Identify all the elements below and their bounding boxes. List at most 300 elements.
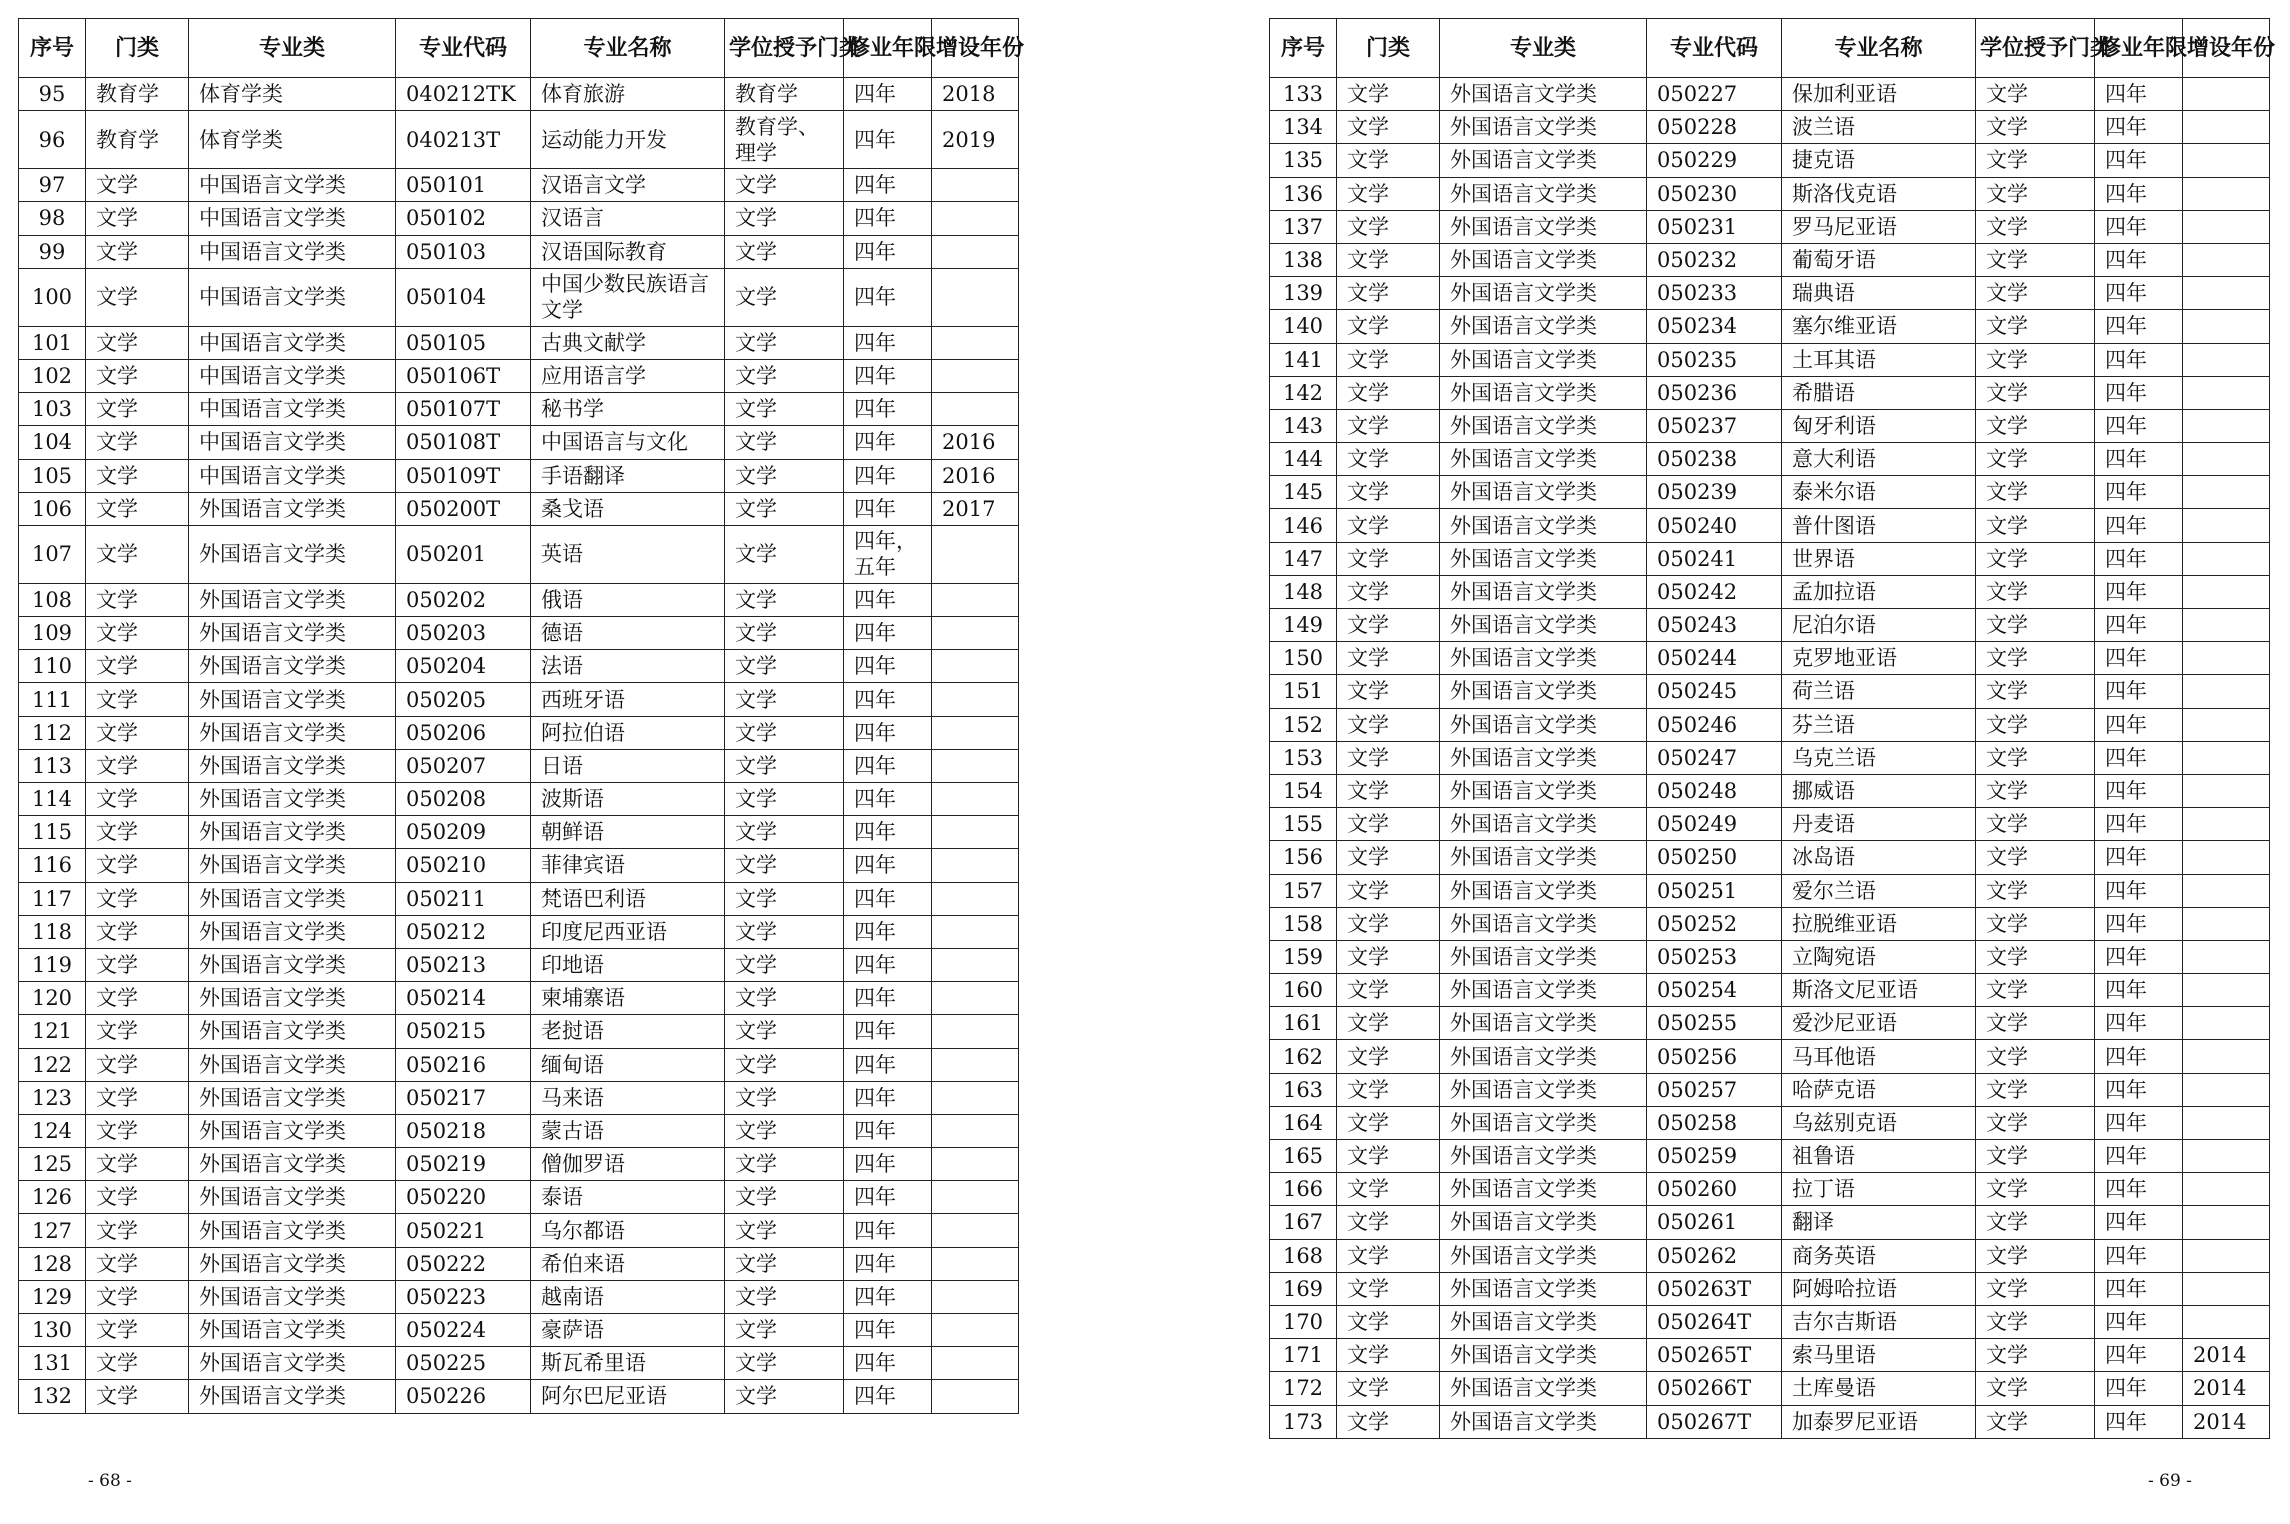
- cell-category: 文学: [86, 492, 189, 525]
- cell-added: [2183, 1106, 2270, 1139]
- cell-code: 050235: [1647, 343, 1782, 376]
- cell-category: 文学: [1337, 111, 1440, 144]
- cell-code: 050228: [1647, 111, 1782, 144]
- cell-class: 外国语言文学类: [1440, 1405, 1647, 1438]
- cell-seq: 140: [1270, 310, 1337, 343]
- cell-code: 050222: [396, 1247, 531, 1280]
- cell-code: 050205: [396, 683, 531, 716]
- cell-category: 文学: [1337, 1206, 1440, 1239]
- table-row: [1270, 841, 2270, 874]
- cell-added: [932, 948, 1019, 981]
- cell-years: 四年: [844, 393, 932, 426]
- cell-degree: 文学: [725, 459, 844, 492]
- cell-code: 050233: [1647, 277, 1782, 310]
- cell-seq: 161: [1270, 1007, 1337, 1040]
- cell-category: 文学: [1337, 1007, 1440, 1040]
- cell-seq: 144: [1270, 443, 1337, 476]
- cell-seq: 152: [1270, 708, 1337, 741]
- cell-category: 文学: [1337, 1073, 1440, 1106]
- cell-name: 波斯语: [531, 783, 725, 816]
- cell-years: 四年: [844, 1048, 932, 1081]
- cell-seq: 142: [1270, 376, 1337, 409]
- cell-added: [932, 235, 1019, 268]
- cell-years: 四年: [2095, 1339, 2183, 1372]
- cell-years: 四年: [844, 1015, 932, 1048]
- cell-code: 050257: [1647, 1073, 1782, 1106]
- cell-added: [932, 683, 1019, 716]
- cell-category: 文学: [86, 393, 189, 426]
- cell-category: 文学: [86, 749, 189, 782]
- cell-years: 四年: [2095, 874, 2183, 907]
- cell-years: 四年: [844, 1214, 932, 1247]
- table-row: [19, 326, 1019, 359]
- cell-added: [932, 1314, 1019, 1347]
- cell-years: 四年: [2095, 609, 2183, 642]
- cell-class: 外国语言文学类: [189, 1114, 396, 1147]
- cell-added: [932, 882, 1019, 915]
- cell-name: 捷克语: [1782, 144, 1976, 177]
- cell-years: 四年: [2095, 509, 2183, 542]
- cell-added: [2183, 1272, 2270, 1305]
- cell-name: 芬兰语: [1782, 708, 1976, 741]
- cell-category: 文学: [86, 1314, 189, 1347]
- cell-class: 外国语言文学类: [1440, 609, 1647, 642]
- cell-category: 文学: [86, 617, 189, 650]
- cell-category: 文学: [1337, 177, 1440, 210]
- cell-seq: 96: [19, 111, 86, 169]
- table-row: [19, 459, 1019, 492]
- cell-added: [932, 650, 1019, 683]
- cell-years: 四年: [844, 169, 932, 202]
- cell-class: 外国语言文学类: [1440, 111, 1647, 144]
- cell-added: [2183, 1007, 2270, 1040]
- cell-class: 外国语言文学类: [189, 1347, 396, 1380]
- cell-years: 四年: [2095, 940, 2183, 973]
- cell-added: [932, 1280, 1019, 1313]
- cell-category: 文学: [1337, 1372, 1440, 1405]
- cell-class: 外国语言文学类: [1440, 675, 1647, 708]
- cell-category: 文学: [1337, 1140, 1440, 1173]
- cell-years: 四年: [2095, 575, 2183, 608]
- cell-code: 050208: [396, 783, 531, 816]
- table-row: [1270, 675, 2270, 708]
- cell-code: 050238: [1647, 443, 1782, 476]
- cell-degree: 文学: [1976, 1405, 2095, 1438]
- cell-seq: 138: [1270, 243, 1337, 276]
- cell-years: 四年: [2095, 675, 2183, 708]
- table-row: [19, 650, 1019, 683]
- cell-seq: 122: [19, 1048, 86, 1081]
- table-row: [19, 583, 1019, 616]
- cell-name: 印度尼西亚语: [531, 915, 725, 948]
- cell-degree: 文学: [1976, 940, 2095, 973]
- cell-added: [2183, 210, 2270, 243]
- table-row: [1270, 1239, 2270, 1272]
- table-row: [1270, 774, 2270, 807]
- cell-added: [2183, 111, 2270, 144]
- cell-code: 050252: [1647, 907, 1782, 940]
- cell-degree: 文学: [725, 525, 844, 583]
- cell-name: 马来语: [531, 1081, 725, 1114]
- cell-name: 斯瓦希里语: [531, 1347, 725, 1380]
- cell-added: [2183, 1206, 2270, 1239]
- cell-code: 050253: [1647, 940, 1782, 973]
- table-row: [19, 426, 1019, 459]
- cell-code: 050217: [396, 1081, 531, 1114]
- cell-added: [932, 716, 1019, 749]
- cell-code: 050264T: [1647, 1305, 1782, 1338]
- cell-added: [932, 982, 1019, 1015]
- cell-name: 拉丁语: [1782, 1173, 1976, 1206]
- cell-seq: 168: [1270, 1239, 1337, 1272]
- cell-category: 文学: [1337, 841, 1440, 874]
- cell-degree: 文学: [725, 650, 844, 683]
- table-row: [1270, 177, 2270, 210]
- cell-category: 文学: [1337, 1239, 1440, 1272]
- cell-degree: 文学: [1976, 1106, 2095, 1139]
- cell-degree: 文学: [1976, 1372, 2095, 1405]
- cell-degree: 文学: [1976, 1040, 2095, 1073]
- cell-degree: 文学: [725, 426, 844, 459]
- cell-class: 体育学类: [189, 111, 396, 169]
- cell-years: 四年: [2095, 741, 2183, 774]
- cell-name: 普什图语: [1782, 509, 1976, 542]
- cell-name: 吉尔吉斯语: [1782, 1305, 1976, 1338]
- cell-degree: 文学: [725, 169, 844, 202]
- table-body-left: [19, 78, 1019, 1414]
- cell-added: 2016: [932, 426, 1019, 459]
- table-row: [19, 816, 1019, 849]
- table-row: [1270, 1206, 2270, 1239]
- table-row: [1270, 1040, 2270, 1073]
- table-row: [1270, 310, 2270, 343]
- cell-code: 050223: [396, 1280, 531, 1313]
- cell-class: 外国语言文学类: [1440, 974, 1647, 1007]
- cell-name: 阿姆哈拉语: [1782, 1272, 1976, 1305]
- cell-years: 四年，五年: [844, 525, 932, 583]
- cell-category: 文学: [86, 1181, 189, 1214]
- table-row: [1270, 111, 2270, 144]
- cell-code: 050225: [396, 1347, 531, 1380]
- cell-class: 外国语言文学类: [189, 617, 396, 650]
- cell-name: 索马里语: [1782, 1339, 1976, 1372]
- cell-class: 中国语言文学类: [189, 426, 396, 459]
- cell-added: [932, 1181, 1019, 1214]
- cell-class: 外国语言文学类: [189, 1280, 396, 1313]
- cell-degree: 文学: [1976, 575, 2095, 608]
- cell-name: 朝鲜语: [531, 816, 725, 849]
- table-row: [1270, 575, 2270, 608]
- cell-added: [2183, 177, 2270, 210]
- cell-category: 文学: [86, 1048, 189, 1081]
- cell-class: 外国语言文学类: [189, 849, 396, 882]
- cell-category: 文学: [1337, 1272, 1440, 1305]
- cell-degree: 文学: [1976, 542, 2095, 575]
- cell-added: [2183, 642, 2270, 675]
- table-row: [19, 1081, 1019, 1114]
- cell-years: 四年: [844, 716, 932, 749]
- table-row: [19, 525, 1019, 583]
- cell-years: 四年: [844, 948, 932, 981]
- cell-class: 中国语言文学类: [189, 169, 396, 202]
- table-row: [1270, 509, 2270, 542]
- cell-seq: 99: [19, 235, 86, 268]
- cell-code: 050258: [1647, 1106, 1782, 1139]
- cell-code: 050105: [396, 326, 531, 359]
- cell-years: 四年: [844, 683, 932, 716]
- cell-years: 四年: [844, 1314, 932, 1347]
- cell-added: [2183, 808, 2270, 841]
- cell-seq: 105: [19, 459, 86, 492]
- cell-added: [932, 1081, 1019, 1114]
- cell-degree: 文学: [725, 583, 844, 616]
- cell-years: 四年: [844, 326, 932, 359]
- cell-name: 应用语言学: [531, 359, 725, 392]
- cell-category: 文学: [1337, 708, 1440, 741]
- cell-code: 050263T: [1647, 1272, 1782, 1305]
- col-header-degree: 学位授予门类: [725, 19, 844, 78]
- cell-added: 2016: [932, 459, 1019, 492]
- cell-code: 050244: [1647, 642, 1782, 675]
- cell-years: 四年: [2095, 1073, 2183, 1106]
- table-row: [19, 1148, 1019, 1181]
- cell-code: 050224: [396, 1314, 531, 1347]
- cell-added: [2183, 609, 2270, 642]
- cell-category: 文学: [86, 783, 189, 816]
- cell-added: [932, 1380, 1019, 1413]
- cell-category: 文学: [86, 1247, 189, 1280]
- cell-added: [932, 617, 1019, 650]
- cell-years: 四年: [844, 1347, 932, 1380]
- cell-category: 文学: [86, 982, 189, 1015]
- cell-code: 050260: [1647, 1173, 1782, 1206]
- cell-years: 四年: [844, 202, 932, 235]
- cell-degree: 文学: [725, 1380, 844, 1413]
- cell-years: 四年: [844, 1380, 932, 1413]
- cell-category: 文学: [1337, 774, 1440, 807]
- cell-class: 外国语言文学类: [1440, 343, 1647, 376]
- cell-seq: 116: [19, 849, 86, 882]
- cell-name: 孟加拉语: [1782, 575, 1976, 608]
- cell-category: 文学: [86, 1148, 189, 1181]
- cell-name: 梵语巴利语: [531, 882, 725, 915]
- cell-code: 050210: [396, 849, 531, 882]
- cell-added: [2183, 841, 2270, 874]
- table-row: [19, 268, 1019, 326]
- cell-code: 050106T: [396, 359, 531, 392]
- cell-name: 古典文献学: [531, 326, 725, 359]
- table-row: [19, 393, 1019, 426]
- cell-class: 外国语言文学类: [189, 1081, 396, 1114]
- cell-class: 外国语言文学类: [1440, 841, 1647, 874]
- cell-code: 050221: [396, 1214, 531, 1247]
- page-number-right: - 69 -: [2148, 1471, 2192, 1491]
- cell-category: 文学: [86, 235, 189, 268]
- cell-seq: 139: [1270, 277, 1337, 310]
- table-row: [19, 235, 1019, 268]
- cell-class: 中国语言文学类: [189, 235, 396, 268]
- cell-degree: 文学: [1976, 144, 2095, 177]
- major-table-right: [1269, 18, 2276, 1439]
- cell-code: 050109T: [396, 459, 531, 492]
- cell-name: 秘书学: [531, 393, 725, 426]
- cell-class: 外国语言文学类: [189, 492, 396, 525]
- cell-category: 文学: [86, 716, 189, 749]
- cell-name: 中国语言与文化: [531, 426, 725, 459]
- cell-code: 050261: [1647, 1206, 1782, 1239]
- cell-degree: 文学: [725, 393, 844, 426]
- cell-code: 050204: [396, 650, 531, 683]
- cell-degree: 文学: [1976, 310, 2095, 343]
- cell-seq: 101: [19, 326, 86, 359]
- cell-class: 外国语言文学类: [1440, 1339, 1647, 1372]
- cell-category: 文学: [1337, 1106, 1440, 1139]
- cell-seq: 145: [1270, 476, 1337, 509]
- cell-degree: 文学: [725, 783, 844, 816]
- cell-added: [2183, 708, 2270, 741]
- cell-class: 外国语言文学类: [1440, 509, 1647, 542]
- cell-class: 外国语言文学类: [1440, 542, 1647, 575]
- cell-years: 四年: [2095, 1206, 2183, 1239]
- cell-seq: 125: [19, 1148, 86, 1181]
- cell-seq: 135: [1270, 144, 1337, 177]
- cell-seq: 160: [1270, 974, 1337, 1007]
- cell-code: 050200T: [396, 492, 531, 525]
- cell-degree: 教育学、理学: [725, 111, 844, 169]
- cell-class: 外国语言文学类: [189, 1148, 396, 1181]
- cell-code: 050241: [1647, 542, 1782, 575]
- cell-name: 世界语: [1782, 542, 1976, 575]
- cell-degree: 文学: [1976, 708, 2095, 741]
- cell-code: 050231: [1647, 210, 1782, 243]
- table-row: [1270, 1339, 2270, 1372]
- cell-years: 四年: [2095, 78, 2183, 111]
- cell-degree: 文学: [1976, 808, 2095, 841]
- left-page: [18, 18, 1025, 1414]
- col-header-category: 门类: [86, 19, 189, 78]
- cell-added: [932, 1214, 1019, 1247]
- col-header-seq: 序号: [1270, 19, 1337, 78]
- cell-seq: 110: [19, 650, 86, 683]
- cell-category: 文学: [86, 326, 189, 359]
- cell-category: 文学: [1337, 642, 1440, 675]
- cell-code: 050101: [396, 169, 531, 202]
- cell-seq: 124: [19, 1114, 86, 1147]
- cell-name: 瑞典语: [1782, 277, 1976, 310]
- cell-years: 四年: [844, 1247, 932, 1280]
- cell-degree: 文学: [725, 1081, 844, 1114]
- cell-years: 四年: [2095, 1272, 2183, 1305]
- cell-class: 外国语言文学类: [1440, 177, 1647, 210]
- cell-class: 外国语言文学类: [189, 583, 396, 616]
- table-row: [1270, 78, 2270, 111]
- cell-category: 文学: [1337, 1173, 1440, 1206]
- cell-seq: 154: [1270, 774, 1337, 807]
- cell-category: 文学: [86, 1081, 189, 1114]
- cell-years: 四年: [2095, 974, 2183, 1007]
- cell-degree: 文学: [1976, 1239, 2095, 1272]
- cell-degree: 文学: [1976, 1305, 2095, 1338]
- cell-code: 050254: [1647, 974, 1782, 1007]
- cell-category: 文学: [1337, 575, 1440, 608]
- cell-added: [932, 169, 1019, 202]
- cell-added: [932, 583, 1019, 616]
- cell-degree: 文学: [1976, 277, 2095, 310]
- cell-years: 四年: [2095, 443, 2183, 476]
- col-header-years: 修业年限: [2095, 19, 2183, 78]
- table-row: [1270, 808, 2270, 841]
- cell-name: 冰岛语: [1782, 841, 1976, 874]
- cell-added: [2183, 974, 2270, 1007]
- cell-degree: 文学: [1976, 509, 2095, 542]
- table-row: [19, 1247, 1019, 1280]
- cell-category: 文学: [1337, 78, 1440, 111]
- cell-years: 四年: [2095, 243, 2183, 276]
- cell-degree: 文学: [1976, 642, 2095, 675]
- cell-class: 外国语言文学类: [189, 716, 396, 749]
- cell-name: 菲律宾语: [531, 849, 725, 882]
- cell-class: 外国语言文学类: [1440, 1305, 1647, 1338]
- cell-years: 四年: [844, 583, 932, 616]
- cell-degree: 文学: [725, 1015, 844, 1048]
- cell-class: 外国语言文学类: [1440, 443, 1647, 476]
- cell-code: 050267T: [1647, 1405, 1782, 1438]
- cell-seq: 134: [1270, 111, 1337, 144]
- cell-code: 050218: [396, 1114, 531, 1147]
- cell-years: 四年: [2095, 907, 2183, 940]
- cell-degree: 文学: [725, 816, 844, 849]
- cell-added: [932, 1048, 1019, 1081]
- cell-code: 050203: [396, 617, 531, 650]
- cell-years: 四年: [844, 882, 932, 915]
- cell-degree: 文学: [1976, 78, 2095, 111]
- cell-class: 外国语言文学类: [1440, 476, 1647, 509]
- cell-added: [2183, 277, 2270, 310]
- page-number-left: - 68 -: [88, 1471, 132, 1491]
- cell-added: [932, 1347, 1019, 1380]
- cell-years: 四年: [844, 78, 932, 111]
- cell-seq: 163: [1270, 1073, 1337, 1106]
- cell-added: [2183, 343, 2270, 376]
- cell-added: 2018: [932, 78, 1019, 111]
- cell-class: 外国语言文学类: [1440, 708, 1647, 741]
- cell-seq: 155: [1270, 808, 1337, 841]
- cell-code: 040212TK: [396, 78, 531, 111]
- table-row: [19, 111, 1019, 169]
- cell-class: 中国语言文学类: [189, 359, 396, 392]
- cell-category: 文学: [86, 583, 189, 616]
- cell-class: 外国语言文学类: [1440, 1073, 1647, 1106]
- cell-added: [2183, 1305, 2270, 1338]
- table-row: [1270, 1405, 2270, 1438]
- cell-degree: 文学: [1976, 1339, 2095, 1372]
- cell-seq: 123: [19, 1081, 86, 1114]
- cell-years: 四年: [844, 982, 932, 1015]
- cell-code: 050249: [1647, 808, 1782, 841]
- cell-seq: 121: [19, 1015, 86, 1048]
- cell-name: 印地语: [531, 948, 725, 981]
- cell-category: 文学: [1337, 210, 1440, 243]
- table-row: [19, 1015, 1019, 1048]
- cell-degree: 文学: [1976, 443, 2095, 476]
- table-body-right: [1270, 78, 2270, 1439]
- cell-code: 050251: [1647, 874, 1782, 907]
- cell-code: 050236: [1647, 376, 1782, 409]
- cell-code: 050104: [396, 268, 531, 326]
- cell-name: 波兰语: [1782, 111, 1976, 144]
- cell-code: 050108T: [396, 426, 531, 459]
- col-header-name: 专业名称: [531, 19, 725, 78]
